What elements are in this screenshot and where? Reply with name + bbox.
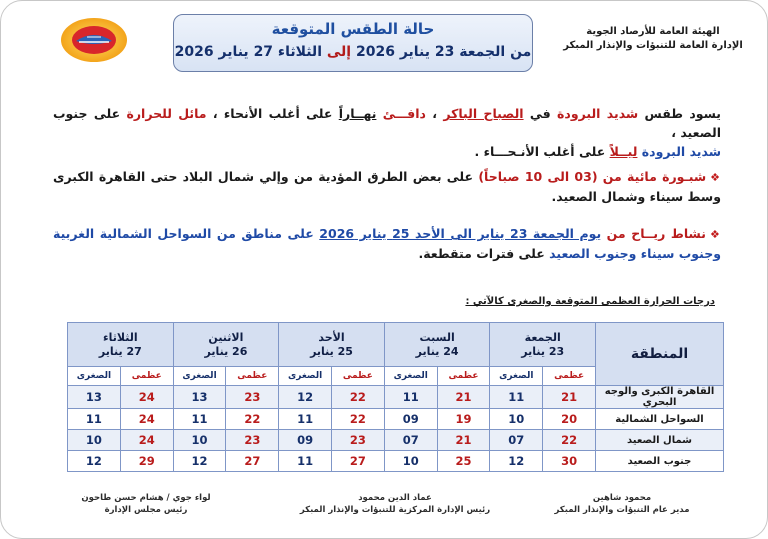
- wind-paragraph: [53, 224, 721, 263]
- min-temp: 11: [68, 409, 121, 430]
- min-temp: 12: [279, 386, 332, 409]
- min-temp: 11: [173, 409, 226, 430]
- wind-activity: نشاط ريــاح: [631, 226, 706, 241]
- min-temp: 10: [173, 430, 226, 451]
- wind-period: يوم الجمعة 23 يناير الى الأحد 25 يناير 2026: [319, 226, 602, 241]
- max-label: عظمى: [120, 367, 173, 386]
- day-date: 24 يناير: [415, 344, 459, 358]
- meteorological-authority-logo: [59, 17, 129, 63]
- wind-from: من: [601, 226, 632, 241]
- max-temp: 22: [226, 409, 279, 430]
- signature-title: رئيس مجلس الإدارة: [104, 505, 188, 515]
- summary-day: نهــاراً: [338, 106, 377, 121]
- max-temp: 21: [437, 386, 490, 409]
- min-temp: 10: [490, 409, 543, 430]
- signature-director: [527, 492, 717, 516]
- max-temp: 23: [226, 386, 279, 409]
- summary-warm: دافـــئ: [382, 106, 426, 121]
- region-name: جنوب الصعيد: [596, 451, 724, 472]
- min-temp: 11: [490, 386, 543, 409]
- day-header-sunday: [279, 323, 385, 367]
- date-range: [174, 44, 532, 60]
- summary-text-5: على جنوب الصعيد ،: [53, 106, 721, 140]
- max-label: عظمى: [437, 367, 490, 386]
- day-date: 25 يناير: [310, 344, 353, 358]
- max-temp: 22: [543, 430, 596, 451]
- min-temp: 11: [384, 386, 437, 409]
- min-temp: 12: [68, 451, 121, 472]
- summary-night: ليــلاً: [609, 144, 638, 159]
- min-temp: 10: [384, 451, 437, 472]
- table-row: [68, 386, 724, 409]
- max-temp: 21: [437, 430, 490, 451]
- min-temp: 10: [68, 430, 121, 451]
- temperature-table: [67, 322, 724, 472]
- max-temp: 20: [543, 409, 596, 430]
- min-temp: 11: [279, 451, 332, 472]
- signature-name: لواء جوي / هشام حسن طاحون: [81, 493, 211, 503]
- min-temp: 09: [384, 409, 437, 430]
- max-temp: 21: [543, 386, 596, 409]
- day-name: الثلاثاء: [102, 330, 138, 344]
- signature-chairman: [61, 492, 231, 516]
- max-temp: 22: [332, 409, 385, 430]
- day-name: الأحد: [318, 330, 345, 344]
- min-temp: 07: [384, 430, 437, 451]
- max-temp: 23: [226, 430, 279, 451]
- signature-name: محمود شاهين: [592, 493, 652, 503]
- signature-central-head: [265, 492, 525, 516]
- summary-morning: الصباح الباكر: [443, 106, 524, 121]
- max-temp: 24: [120, 386, 173, 409]
- max-temp: 27: [226, 451, 279, 472]
- min-temp: 07: [490, 430, 543, 451]
- min-label: الصغرى: [279, 367, 332, 386]
- organization-header: [553, 25, 753, 53]
- region-header: المنطقة: [596, 323, 724, 386]
- day-name: السبت: [419, 330, 455, 344]
- min-temp: 11: [279, 409, 332, 430]
- min-temp: 12: [490, 451, 543, 472]
- max-label: عظمى: [332, 367, 385, 386]
- max-temp: 29: [120, 451, 173, 472]
- max-temp: 25: [437, 451, 490, 472]
- signature-title: رئيس الإدارة المركزية للتنبؤات والإنذار المبكر: [299, 505, 491, 515]
- summary-text-3: ،: [425, 106, 444, 121]
- day-header-friday: [490, 323, 596, 367]
- summary-text-6: على أغلب الأنـحـــاء .: [474, 144, 610, 159]
- max-temp: 27: [332, 451, 385, 472]
- page-title: حالة الطقس المتوقعة: [271, 20, 435, 38]
- summary-cold: شديد البرودة: [557, 106, 639, 121]
- signature-title: مدير عام التنبؤات والإنذار المبكر: [554, 505, 690, 515]
- day-date: 26 يناير: [204, 344, 248, 358]
- max-label: عظمى: [543, 367, 596, 386]
- day-date: 23 يناير: [521, 344, 565, 358]
- table-row: [68, 409, 724, 430]
- bullet-diamond-icon: ❖: [709, 228, 721, 241]
- wind-text-end: على فترات متقطعة.: [418, 246, 550, 261]
- min-label: الصغرى: [384, 367, 437, 386]
- date-separator: إلى: [326, 44, 352, 60]
- max-label: عظمى: [226, 367, 279, 386]
- min-label: الصغرى: [173, 367, 226, 386]
- table-row: [68, 451, 724, 472]
- org-line-1: الهيئة العامة للأرصاد الجوية: [586, 26, 720, 37]
- table-caption: درجات الحرارة العظمى المتوقعة والصغرى كالآتي :: [465, 296, 715, 307]
- summary-text-1: يسود طقس: [638, 106, 721, 121]
- title-box: [173, 14, 533, 72]
- max-temp: 24: [120, 430, 173, 451]
- region-name: شمال الصعيد: [596, 430, 724, 451]
- min-label: الصغرى: [490, 367, 543, 386]
- fog-paragraph: [53, 167, 721, 206]
- region-name: السواحل الشمالية: [596, 409, 724, 430]
- day-header-tuesday: [68, 323, 174, 367]
- table-header-row: [68, 323, 724, 367]
- summary-text-2: في: [523, 106, 558, 121]
- org-line-2: الإدارة العامة للتنبؤات والإنذار المبكر: [563, 40, 743, 51]
- date-from: من الجمعة 23 يناير 2026: [355, 44, 532, 60]
- day-header-monday: [173, 323, 279, 367]
- max-temp: 23: [332, 430, 385, 451]
- max-temp: 24: [120, 409, 173, 430]
- fog-text: على بعض الطرق المؤدية من وإلي شمال البلاد حتى القاهرة الكبرى وسط سيناء وشمال الصعيد.: [53, 169, 721, 204]
- date-to: الثلاثاء 27 يناير 2026: [174, 44, 322, 60]
- min-temp: 13: [68, 386, 121, 409]
- min-label: الصغرى: [68, 367, 121, 386]
- wind-regions: على مناطق من السواحل الشمالية الغربية وجنوب سيناء وجنوب الصعيد: [53, 226, 721, 261]
- max-temp: 19: [437, 409, 490, 430]
- min-temp: 12: [173, 451, 226, 472]
- weather-summary-paragraph: [53, 104, 721, 161]
- day-date: 27 يناير: [98, 344, 142, 358]
- max-temp: 30: [543, 451, 596, 472]
- day-name: الجمعة: [524, 330, 561, 344]
- min-temp: 09: [279, 430, 332, 451]
- min-temp: 13: [173, 386, 226, 409]
- signature-name: عماد الدين محمود: [358, 493, 432, 503]
- summary-hot: مائل للحرارة: [126, 106, 207, 121]
- summary-cold-night: شديد البرودة: [641, 144, 721, 159]
- region-name: القاهرة الكبرى والوجه البحري: [596, 386, 724, 409]
- max-temp: 22: [332, 386, 385, 409]
- summary-text-4: على أغلب الأنحاء ،: [206, 106, 339, 121]
- table-row: [68, 430, 724, 451]
- bullet-diamond-icon: ❖: [710, 171, 721, 184]
- day-header-saturday: [384, 323, 490, 367]
- fog-time: شبـورة مائية من (03 الى 10 صباحاً): [478, 169, 707, 184]
- day-name: الاثنين: [208, 330, 244, 344]
